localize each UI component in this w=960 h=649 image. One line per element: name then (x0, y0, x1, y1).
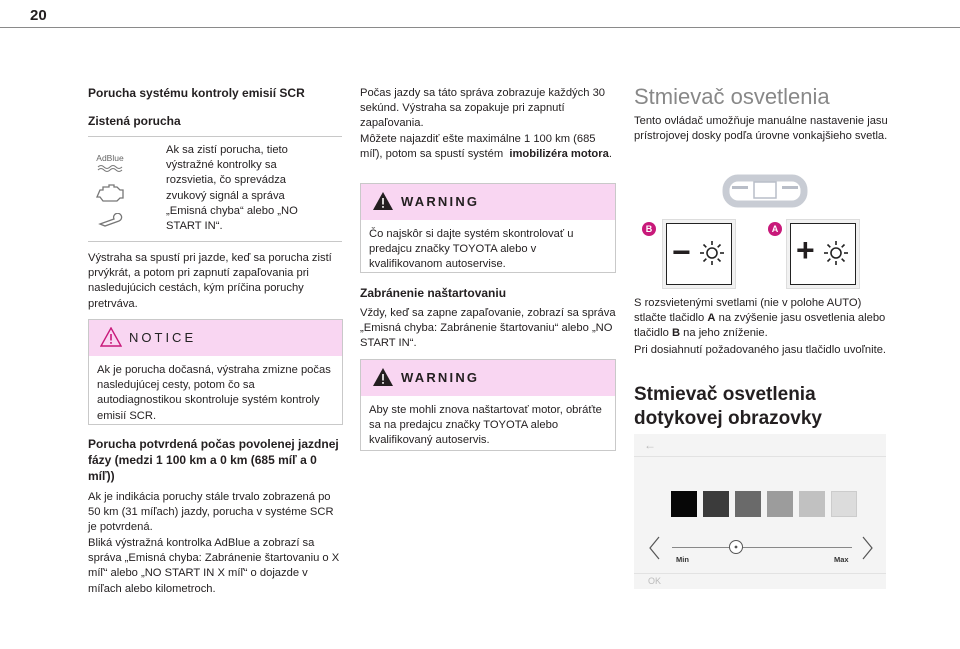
section-title: Stmievač osvetlenia (634, 84, 830, 109)
section-heading: Porucha systému kontroly emisií SCR (88, 86, 305, 100)
brightness-swatch[interactable] (767, 491, 793, 517)
brightness-slider-track[interactable] (672, 547, 852, 548)
brightness-swatch[interactable] (799, 491, 825, 517)
brightness-swatch[interactable] (703, 491, 729, 517)
warning-box (360, 183, 616, 273)
section-heading: Zabránenie naštartovaniu (360, 286, 507, 300)
page-number: 20 (30, 7, 47, 24)
warning-box (360, 359, 616, 451)
warning-lights-text: Ak sa zistí porucha, tieto výstražné kontrolky sa rozsvietia, čo sprevádza zvukový signál a správa „Emisná chyba“ alebo „NO START IN“. (166, 144, 298, 233)
warning-text: Čo najskôr si dajte systém skontrolovať u predajcu značky TOYOTA alebo v kvalifikovanom autoservise. (369, 228, 574, 271)
paragraph: Pri dosiahnutí požadovaného jasu tlačidlo uvoľnite. (634, 344, 887, 356)
brightness-swatch[interactable] (735, 491, 761, 517)
section-title: Stmievač osvetlenia dotykovej obrazovky (634, 384, 822, 429)
paragraph: S rozsvietenými svetlami (nie v polohe AUTO) stlačte tlačidlo A na zvýšenie jasu osvetlenia alebo tlačidlo B na jeho zníženie. (634, 297, 886, 340)
dimmer-increase-button[interactable] (786, 219, 860, 289)
dashboard-dimmer-illustration (720, 172, 810, 210)
slider-max-label: Max (834, 555, 849, 564)
brightness-swatch[interactable] (671, 491, 697, 517)
brightness-swatch-row (671, 491, 867, 517)
immobilizer-term: imobilizéra motora (509, 148, 609, 161)
paragraph: Môžete najazdiť ešte maximálne 1 100 km (685 míľ), potom sa spustí systém imobilizéra motora. (360, 133, 612, 161)
paragraph: Bliká výstražná kontrolka AdBlue a zobrazí sa správa „Emisná chyba: Zabránenie štartovaniu o X míľ“ alebo „NO START IN X míľ“ o dojazde v míľach alebo kilometroch. (88, 537, 340, 595)
warning-triangle-icon (372, 191, 394, 211)
warning-title: WARNING (401, 194, 480, 209)
minus-icon: − (672, 234, 691, 270)
engine-warning-icon (96, 182, 126, 202)
label-b-badge: B (642, 222, 656, 236)
paragraph: Ak je indikácia poruchy stále trvalo zobrazená po 50 km (31 míľach) jazdy, porucha v systéme SCR je potvrdená. (88, 491, 334, 534)
chevron-left-icon[interactable] (648, 536, 660, 560)
touchscreen-dimmer-illustration (634, 434, 886, 589)
chevron-right-icon[interactable] (862, 536, 874, 560)
paragraph: Počas jazdy sa táto správa zobrazuje každých 30 sekúnd. Výstraha sa zopakuje pri zapnutí zapaľovania. (360, 87, 606, 130)
back-arrow-icon: ← (644, 438, 656, 452)
adblue-icon: AdBlue (94, 153, 126, 172)
warning-lights-box (88, 136, 342, 242)
notice-title: NOTICE (129, 330, 197, 345)
notice-triangle-icon (100, 327, 122, 347)
warning-text: Aby ste mohli znova naštartovať motor, obráťte sa na predajcu značky TOYOTA alebo kvalifikovaný autoservis. (369, 404, 602, 447)
subsection-heading: Zistená porucha (88, 114, 181, 128)
paragraph: Tento ovládač umožňuje manuálne nastavenie jasu prístrojovej dosky podľa úrovne vonkajšieho svetla. (634, 115, 888, 143)
brightness-icon (823, 240, 849, 266)
dimmer-decrease-button[interactable] (662, 219, 736, 289)
header-rule (0, 27, 960, 28)
notice-box (88, 319, 343, 425)
brightness-icon (699, 240, 725, 266)
warning-title: WARNING (401, 370, 480, 385)
slider-handle-icon[interactable] (728, 539, 744, 555)
ok-button[interactable]: OK (648, 576, 662, 586)
warning-triangle-icon (372, 367, 394, 387)
section-heading: Porucha potvrdená počas povolenej jazdnej fázy (medzi 1 100 km a 0 km (685 míľ a 0 míľ)) (88, 437, 339, 483)
warning-header (361, 184, 615, 220)
slider-min-label: Min (676, 555, 689, 564)
paragraph: Výstraha sa spustí pri jazde, keď sa porucha zistí prvýkrát, a potom pri zapnutí zapaľovania pri nasledujúcich cestách, kým príčina poruchy pretrváva. (88, 252, 332, 310)
wrench-icon (98, 213, 126, 227)
label-a-badge: A (768, 222, 782, 236)
paragraph: Vždy, keď sa zapne zapaľovanie, zobrazí sa správa „Emisná chyba: Zabránenie štartovaniu“ alebo „NO START IN“. (360, 307, 616, 350)
plus-icon: + (796, 232, 815, 268)
brightness-swatch[interactable] (831, 491, 857, 517)
notice-text: Ak je porucha dočasná, výstraha zmizne počas nasledujúcej cesty, potom čo sa autodiagnostikou skontroluje systém kontroly emisií SCR. (97, 364, 331, 422)
warning-header (361, 360, 615, 396)
notice-header (89, 320, 342, 356)
